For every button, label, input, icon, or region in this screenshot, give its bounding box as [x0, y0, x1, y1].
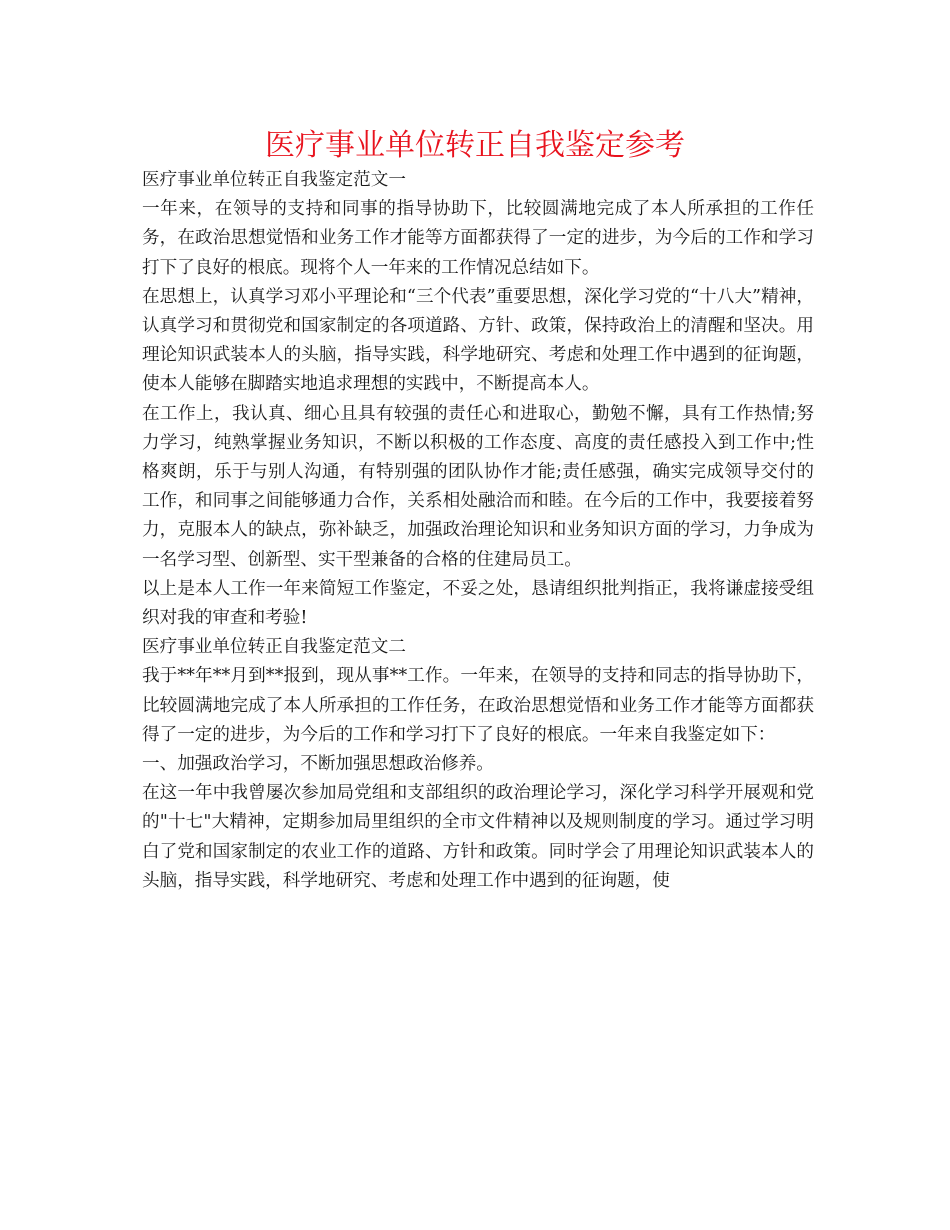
paragraph-work: 在工作上，我认真、细心且具有较强的责任心和进取心，勤勉不懈，具有工作热情;努力学习，纯熟掌握业务知识，不断以积极的工作态度、高度的责任感投入到工作中;性格爽朗，乐于与别人沟通，有特别强的团队协作才能;责任感强，确实完成领导交付的工作，和同事之间能够通力合作，关系相处融洽而和睦。在今后的工作中，我要接着努力，克服本人的缺点，弥补缺乏，加强政治理论知识和业务知识方面的学习，力争成为一名学习型、创新型、实干型兼备的合格的住建局员工。: [142, 403, 814, 570]
document-title: 医疗事业单位转正自我鉴定参考: [265, 128, 685, 163]
section-heading-2: 医疗事业单位转正自我鉴定范文二: [142, 637, 406, 658]
subheading-political-study: 一、加强政治学习，不断加强思想政治修养。: [142, 754, 494, 775]
paragraph-thought: 在思想上，认真学习邓小平理论和“三个代表”重要思想，深化学习党的“十八大”精神，认真学习和贯彻党和国家制定的各项道路、方针、政策，保持政治上的清醒和坚决。用理论知识武装本人的头脑，指导实践，科学地研究、考虑和处理工作中遇到的征询题，使本人能够在脚踏实地追求理想的实践中，不断提高本人。: [142, 286, 814, 395]
paragraph-intro-1: 一年来，在领导的支持和同事的指导协助下，比较圆满地完成了本人所承担的工作任务，在政治思想觉悟和业务工作才能等方面都获得了一定的进步，为今后的工作和学习打下了良好的根底。现将个人一年来的工作情况总结如下。: [142, 199, 814, 278]
section-heading-1: 医疗事业单位转正自我鉴定范文一: [142, 170, 406, 190]
paragraph-political-study: 在这一年中我曾屡次参加局党组和支部组织的政治理论学习，深化学习科学开展观和党的"十七"大精神，定期参加局里组织的全市文件精神以及规则制度的学习。通过学习明白了党和国家制定的农业工作的道路、方针和政策。同时学会了用理论知识武装本人的头脑，指导实践，科学地研究、考虑和处理工作中遇到的征询题，使: [142, 783, 814, 891]
document-body: [142, 166, 814, 896]
paragraph-closing-1: 以上是本人工作一年来简短工作鉴定，不妥之处，恳请组织批判指正，我将谦虚接受组织对我的审查和考验!: [142, 578, 814, 629]
paragraph-intro-2: 我于**年**月到**报到，现从事**工作。一年来，在领导的支持和同志的指导协助下，比较圆满地完成了本人所承担的工作任务，在政治思想觉悟和业务工作才能等方面都获得了一定的进步，为今后的工作和学习打下了良好的根底。一年来自我鉴定如下：: [142, 666, 814, 745]
